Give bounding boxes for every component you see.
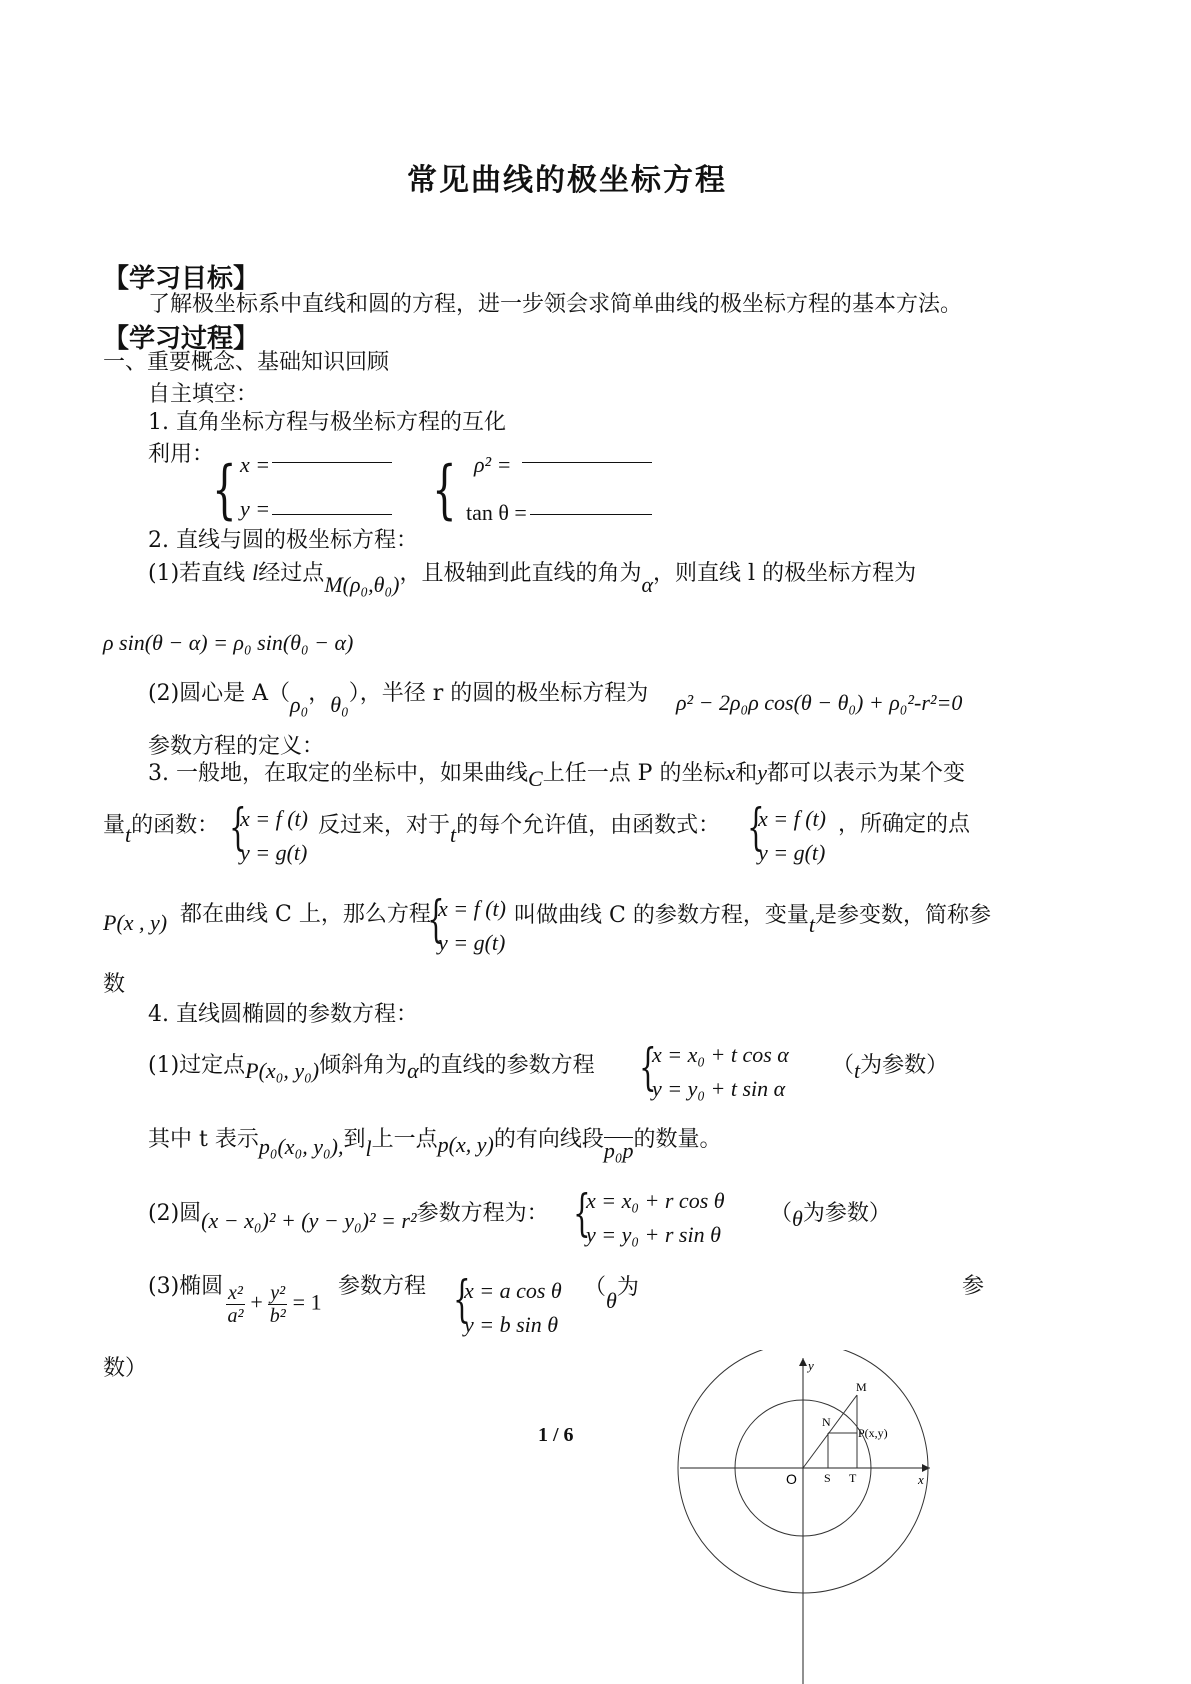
label-x: x bbox=[918, 1472, 924, 1487]
left-brace: { bbox=[212, 453, 237, 527]
circle-param-brace: { bbox=[573, 1184, 591, 1242]
eq-rho2: ρ² = bbox=[474, 452, 512, 477]
circle-param-note: （θ为参数） bbox=[770, 1201, 891, 1231]
fg-brace-1: { bbox=[229, 798, 247, 856]
circle-param-y: y = y₀ + r sin θ bbox=[586, 1222, 721, 1247]
part1-heading: 一、重要概念、基础知识回顾 bbox=[103, 350, 390, 375]
param-def-label: 参数方程的定义： bbox=[148, 734, 325, 759]
item4-text: 4. 直线圆椭圆的参数方程： bbox=[148, 1002, 418, 1027]
item3-line2-end: ，所确定的点 bbox=[838, 812, 971, 837]
ellipse-std-eq: $\frac{\text{x²}}{\text{a²}}$ + $\frac{\text{y²}}{\text{b²}}$ = 1 bbox=[227, 1282, 322, 1327]
circle-param-x: x = x₀ + r cos θ bbox=[586, 1188, 725, 1213]
line-polar-equation: ρ sin(θ − α) = ρ₀ sin(θ₀ − α) bbox=[103, 630, 354, 655]
x-axis-arrow bbox=[922, 1464, 930, 1472]
item4-2-line: (2)圆(x − x₀)² + (y − y₀)² = r²参数方程为： bbox=[148, 1201, 549, 1233]
item3-line1: 3. 一般地，在取定的坐标中，如果曲线C上任一点 P 的坐标x和y都可以表示为某个变 bbox=[148, 760, 966, 791]
line-param-x: x = x₀ + t cos α bbox=[652, 1042, 789, 1067]
label-T: T bbox=[849, 1471, 857, 1485]
line-param-note: （t为参数） bbox=[832, 1053, 949, 1083]
fg-brace-3: { bbox=[427, 890, 445, 948]
item3-line4: 数 bbox=[103, 972, 126, 997]
item4-3-param-label: 参数方程 bbox=[338, 1274, 427, 1299]
point-P: P(x , y) bbox=[103, 910, 168, 935]
label-y: y bbox=[808, 1358, 814, 1373]
blank-x bbox=[272, 448, 392, 463]
blank-rho2 bbox=[522, 448, 652, 463]
item2-1-line: (1)若直线 l经过点M(ρ₀,θ₀)，且极轴到此直线的角为α，则直线 l 的极坐标方程为 bbox=[148, 560, 917, 597]
item4-1-explain: 其中 t 表示p₀(x₀, y₀),到l上一点p(x, y)的有向线段p₀p的数量。 bbox=[148, 1127, 722, 1163]
gy-1: y = g(t) bbox=[240, 840, 308, 865]
item3-line3-a: 都在曲线 C 上，那么方程 bbox=[180, 902, 431, 927]
label-M: M bbox=[856, 1380, 867, 1394]
line-param-brace: { bbox=[639, 1038, 657, 1096]
label-N: N bbox=[822, 1415, 831, 1429]
page-title: 常见曲线的极坐标方程 bbox=[407, 163, 727, 198]
fg-brace-2: { bbox=[747, 798, 765, 856]
gy-3: y = g(t) bbox=[438, 930, 506, 955]
eq-x: x = bbox=[240, 452, 271, 477]
ellipse-param-note-b: 参 bbox=[962, 1274, 985, 1299]
item4-1-line: (1)过定点P(x₀, y₀)倾斜角为α的直线的参数方程 bbox=[148, 1053, 595, 1083]
label-P: P(x,y) bbox=[858, 1426, 888, 1440]
ellipse-param-brace: { bbox=[453, 1270, 471, 1328]
item3-line2-mid: 反过来，对于t的每个允许值，由函数式： bbox=[318, 813, 721, 847]
circle-polar-equation: ρ² − 2ρ₀ρ cos(θ − θ₀) + ρ₀²-r²=0 bbox=[676, 690, 963, 715]
line-param-y: y = y₀ + t sin α bbox=[652, 1076, 786, 1101]
item3-line3-b: 叫做曲线 C 的参数方程，变量t是参变数，简称参 bbox=[514, 903, 991, 937]
page-number: 1 / 6 bbox=[538, 1424, 574, 1446]
blank-tan bbox=[530, 500, 652, 515]
right-brace: { bbox=[432, 453, 457, 527]
blank-y bbox=[272, 500, 392, 515]
process-heading: 【学习过程】 bbox=[103, 324, 260, 354]
gy-2: y = g(t) bbox=[758, 840, 826, 865]
ellipse-circle-figure bbox=[660, 1350, 950, 1684]
ellipse-param-note-c: 数） bbox=[103, 1356, 148, 1381]
use-label: 利用： bbox=[148, 442, 215, 467]
item1-text: 1. 直角坐标方程与极坐标方程的互化 bbox=[148, 410, 506, 435]
y-axis-arrow bbox=[799, 1358, 807, 1366]
item3-line2-start: 量t的函数： bbox=[103, 813, 220, 847]
label-O: O bbox=[786, 1471, 797, 1487]
item2-2-line: (2)圆心是 A（ρ₀，θ₀），半径 r 的圆的极坐标方程为 bbox=[148, 681, 649, 717]
fx-1: x = f (t) bbox=[240, 806, 308, 831]
item4-3-label: (3)椭圆 bbox=[148, 1274, 224, 1299]
fx-2: x = f (t) bbox=[758, 806, 826, 831]
ellipse-param-note-a: （θ为 bbox=[584, 1275, 639, 1313]
goals-heading: 【学习目标】 bbox=[103, 264, 260, 294]
ellipse-param-x: x = a cos θ bbox=[464, 1278, 562, 1303]
item2-text: 2. 直线与圆的极坐标方程： bbox=[148, 528, 418, 553]
fill-label: 自主填空： bbox=[148, 382, 259, 407]
ellipse-param-y: y = b sin θ bbox=[464, 1312, 559, 1337]
label-S: S bbox=[824, 1471, 831, 1485]
fx-3: x = f (t) bbox=[438, 896, 506, 921]
eq-tan: tan θ = bbox=[466, 500, 527, 525]
goals-text: 了解极坐标系中直线和圆的方程，进一步领会求简单曲线的极坐标方程的基本方法。 bbox=[148, 292, 963, 317]
eq-y: y = bbox=[240, 496, 271, 521]
